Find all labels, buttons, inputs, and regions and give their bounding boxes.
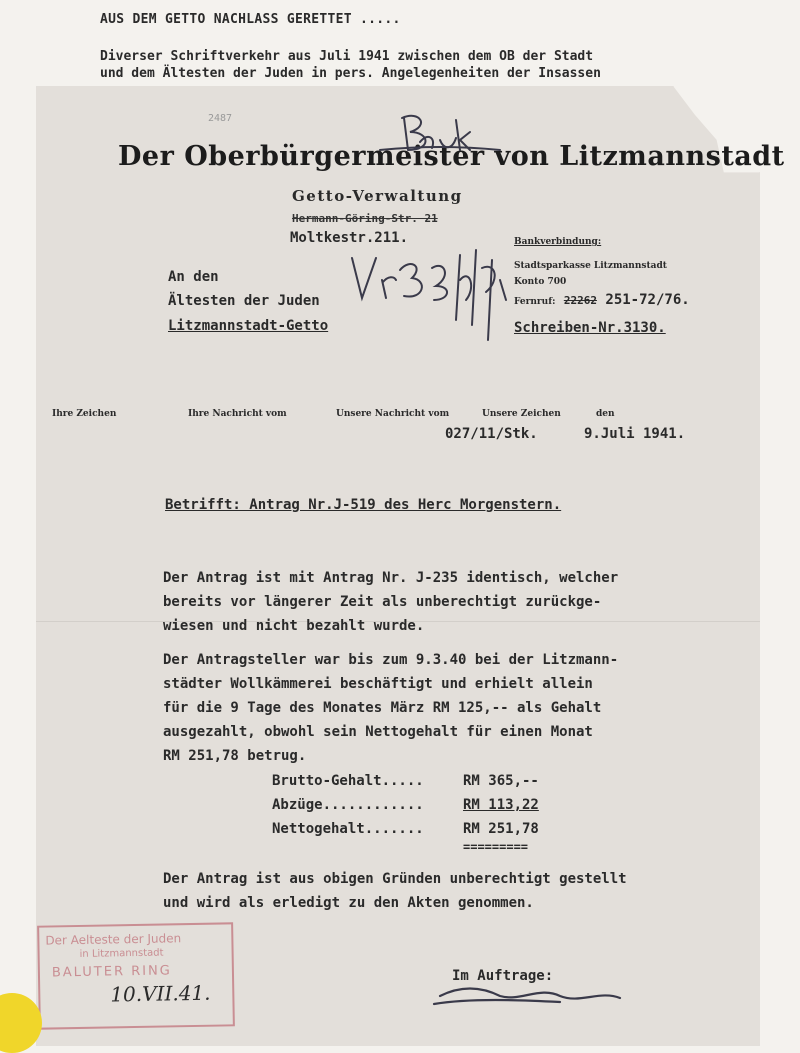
paragraph-1-line: Der Antrag ist mit Antrag Nr. J-235 identisch, welcher xyxy=(163,570,619,586)
struck-old-address: Hermann-Göring-Str. 21 xyxy=(292,212,438,225)
closing-line: Der Antrag ist aus obigen Gründen unberechtigt gestellt xyxy=(163,871,627,887)
stamp-date: 10.VII.41. xyxy=(110,980,211,1007)
caption-line-1: Diverser Schriftverkehr aus Juli 1941 zwischen dem OB der Stadt xyxy=(100,49,594,64)
salary-label-net: Nettogehalt....... xyxy=(272,821,424,837)
recipient-line-1: An den xyxy=(168,269,219,285)
page-caption-title: AUS DEM GETTO NACHLASS GERETTET ..... xyxy=(100,12,401,27)
sender-street: Moltkestr.211. xyxy=(290,230,409,246)
paragraph-1-line: wiesen und nicht bezahlt wurde. xyxy=(163,618,425,634)
ref-our-sign-value: 027/11/Stk. xyxy=(445,426,538,442)
salary-label-deductions: Abzüge............ xyxy=(272,797,424,813)
ref-label-date: den xyxy=(596,409,615,419)
stamp-line-2: in Litzmannstadt xyxy=(79,947,164,960)
phone-struck: 22262 xyxy=(563,294,597,307)
letterhead: Der Oberbürgermeister von Litzmannstadt xyxy=(118,141,785,172)
bank-name: Stadtsparkasse Litzmannstadt xyxy=(514,261,667,271)
double-rule: ========= xyxy=(463,840,529,854)
handwritten-initials xyxy=(380,116,500,150)
paragraph-2-line: für die 9 Tage des Monates März RM 125,-- als Gehalt xyxy=(163,700,602,716)
signature xyxy=(434,989,620,1005)
recipient-line-2: Ältesten der Juden xyxy=(168,293,320,309)
salary-label-gross: Brutto-Gehalt..... xyxy=(272,773,424,789)
sign-off: Im Auftrage: xyxy=(452,968,554,984)
paragraph-1-line: bereits vor längerer Zeit als unberechtigt zurückge- xyxy=(163,594,602,610)
paragraph-2-line: ausgezahlt, obwohl sein Nettogehalt für einen Monat xyxy=(163,724,593,740)
recipient-line-3: Litzmannstadt-Getto xyxy=(168,318,329,334)
salary-value-deductions: RM 113,22 xyxy=(463,797,539,813)
bank-account: Konto 700 xyxy=(514,277,567,287)
ref-date-value: 9.Juli 1941. xyxy=(584,426,686,442)
writing-number: Schreiben-Nr.3130. xyxy=(514,320,666,336)
paragraph-2-line: RM 251,78 betrug. xyxy=(163,748,307,764)
closing-line: und wird als erledigt zu den Akten genommen. xyxy=(163,895,534,911)
paragraph-2-line: städter Wollkämmerei beschäftigt und erhielt allein xyxy=(163,676,593,692)
phone-number: 251-72/76. xyxy=(605,292,690,308)
bank-label: Bankverbindung: xyxy=(514,237,602,247)
ref-label-our-message: Unsere Nachricht vom xyxy=(336,409,450,419)
ref-label-your-message: Ihre Nachricht vom xyxy=(188,409,287,419)
paragraph-2-line: Der Antragsteller war bis zum 9.3.40 bei der Litzmann- xyxy=(163,652,619,668)
ref-label-your-sign: Ihre Zeichen xyxy=(52,409,117,419)
subject-line: Betrifft: Antrag Nr.J-519 des Herc Morgenstern. xyxy=(165,497,562,513)
salary-value-net: RM 251,78 xyxy=(463,821,539,837)
letterhead-subheading: Getto-Verwaltung xyxy=(292,187,463,205)
stamp-line-1: Der Aelteste der Juden xyxy=(45,931,182,948)
stamp-line-3: BALUTER RING xyxy=(51,963,172,981)
caption-line-2: und dem Ältesten der Juden in pers. Angelegenheiten der Insassen xyxy=(100,66,601,81)
archive-number: 2487 xyxy=(208,113,233,124)
phone-label: Fernruf: xyxy=(514,297,556,307)
salary-value-gross: RM 365,-- xyxy=(463,773,539,789)
ref-label-our-sign: Unsere Zeichen xyxy=(482,409,561,419)
handwritten-reference-number xyxy=(352,250,506,340)
